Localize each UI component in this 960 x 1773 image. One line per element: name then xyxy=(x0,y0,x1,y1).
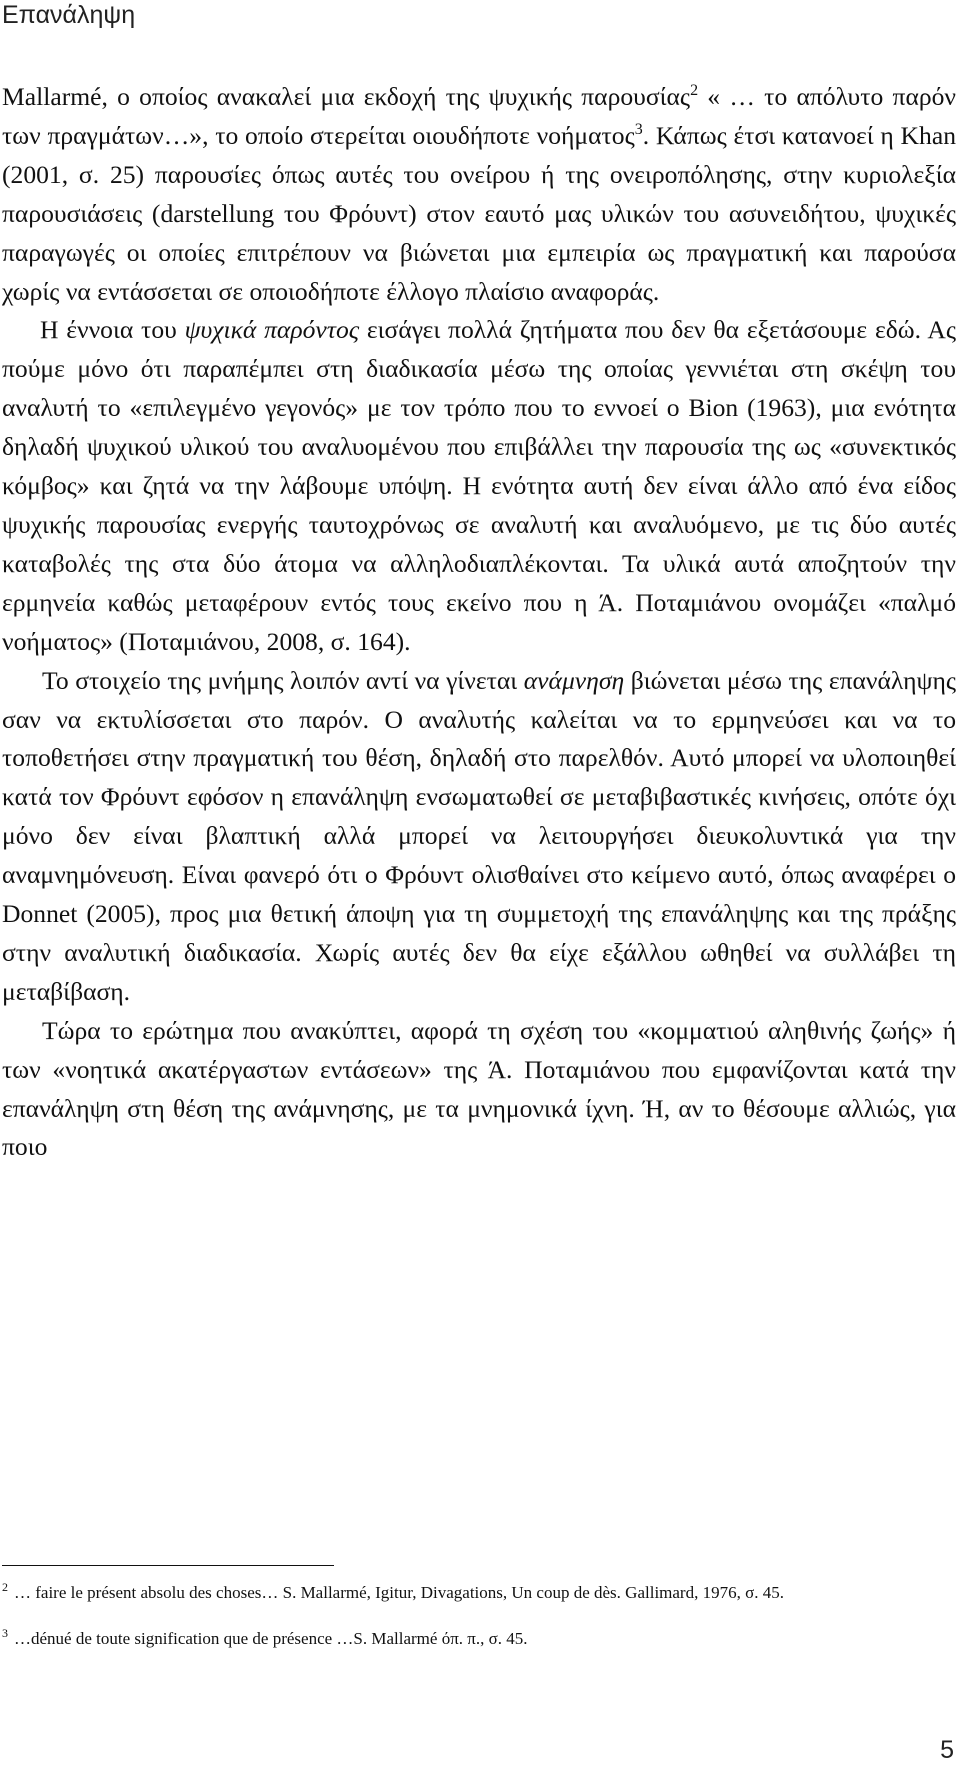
footnotes xyxy=(2,1580,954,1672)
paragraph-4: Τώρα το ερώτημα που ανακύπτει, αφορά τη σχέση του «κομματιού αληθινής ζωής» ή των «νοητικά ακατέργαστων εντάσεων» της Ά. Ποταμιάνου που εμφανίζονται κατά την επανάληψη στη θέση της ανάμνησης, με τα μνημονικά ίχνη. Ή, αν το θέσουμε αλλιώς, για ποιο xyxy=(2,1015,956,1162)
footnote-ref-3[interactable]: 3 xyxy=(634,120,643,138)
paragraph-3: Το στοιχείο της μνήμης λοιπόν αντί να γίνεται ανάμνηση βιώνεται μέσω της επανάληψης σαν να εκτυλίσσεται στο παρόν. Ο αναλυτής καλείται να το ερμηνεύσει και να το τοποθετήσει στην πραγματική του θέση, δηλαδή στο παρελθόν. Αυτό μπορεί να υλοποιηθεί κατά τον Φρόυντ εφόσον η επανάληψη ενσωματωθεί σε μεταβιβαστικές κινήσεις, οπότε όχι μόνο δεν είναι βλαπτική αλλά μπορεί να λειτουργήσει διευκολυντικά για την αναμνημόνευση. Είναι φανερό ότι ο Φρόυντ ολισθαίνει στο κείμενο αυτό, όπως αναφέρει ο Donnet (2005), προς μια θετική άποψη για τη συμμετοχή της επανάληψης και της πράξης στην αναλυτική διαδικασία. Χωρίς αυτές δεν θα είχε εξάλλου ωθηθεί να συλλάβει τη μεταβίβαση. xyxy=(2,665,956,1006)
body-text xyxy=(2,78,956,1167)
footnote-ref-2[interactable]: 2 xyxy=(690,82,699,99)
footnote-separator xyxy=(2,1565,334,1566)
footnote-2: $^2$ … faire le présent absolu des choses… S. Mallarmé, Igitur, Divagations, Un coup de dès. Gallimard, 1976, σ. 45. xyxy=(2,1580,785,1602)
page-number: 5 xyxy=(940,1736,954,1764)
emphasis: ανάμνηση xyxy=(523,665,625,695)
running-header: Επανάληψη xyxy=(2,1,136,29)
emphasis: ψυχικά παρόντος xyxy=(184,315,360,345)
paragraph-1: Mallarmé, ο οποίος ανακαλεί μια εκδοχή της ψυχικής παρουσίας$^2$ « … το απόλυτο παρόν των πραγμάτων…», το οποίο στερείται οιουδήποτε νοήματος$^3$. Κάπως έτσι κατανοεί η Khan (2001, σ. 25) παρουσίες όπως αυτές του ονείρου ή της ονειροπόλησης, στην κυριολεξία παρουσιάσεις (darstellung του Φρόυντ) στον εαυτό μας υλικών του ασυνειδήτου, ψυχικές παραγωγές οι οποίες επιτρέπουν να βιώνεται μια εμπειρία ως πραγματική και παρούσα χωρίς να εντάσσεται σε οποιοδήποτε έλλογο πλαίσιο αναφοράς. xyxy=(2,82,957,306)
paragraph-2: Η έννοια του ψυχικά παρόντος εισάγει πολλά ζητήματα που δεν θα εξετάσουμε εδώ. Ας πούμε μόνο ότι παραπέμπει στη διαδικασία μέσω της οποίας γεννιέται στη σκέψη του αναλυτή το «επιλεγμένο γεγονός» με τον τρόπο που το εννοεί ο Bion (1963), μια ενότητα δηλαδή ψυχικού υλικού του αναλυομένου που επιβάλλει την παρουσία της ως «συνεκτικός κόμβος» και ζητά να την λάβουμε υπόψη. Η ενότητα αυτή δεν είναι άλλο από ένα είδος ψυχικής παρουσίας ενεργής ταυτοχρόνως σε αναλυτή και αναλυόμενο, με τις δύο αυτές καταβολές της στα δύο άτομα να αλληλοδιαπλέκονται. Τα υλικά αυτά αποζητούν την ερμηνεία καθώς μεταφέρουν εντός τους εκείνο που η Ά. Ποταμιάνου ονομάζει «παλμό νοήματος» (Ποταμιάνου, 2008, σ. 164). xyxy=(2,315,956,656)
footnote-3: $^3$ …dénué de toute signification que de présence …S. Mallarmé όπ. π., σ. 45. xyxy=(2,1626,528,1648)
